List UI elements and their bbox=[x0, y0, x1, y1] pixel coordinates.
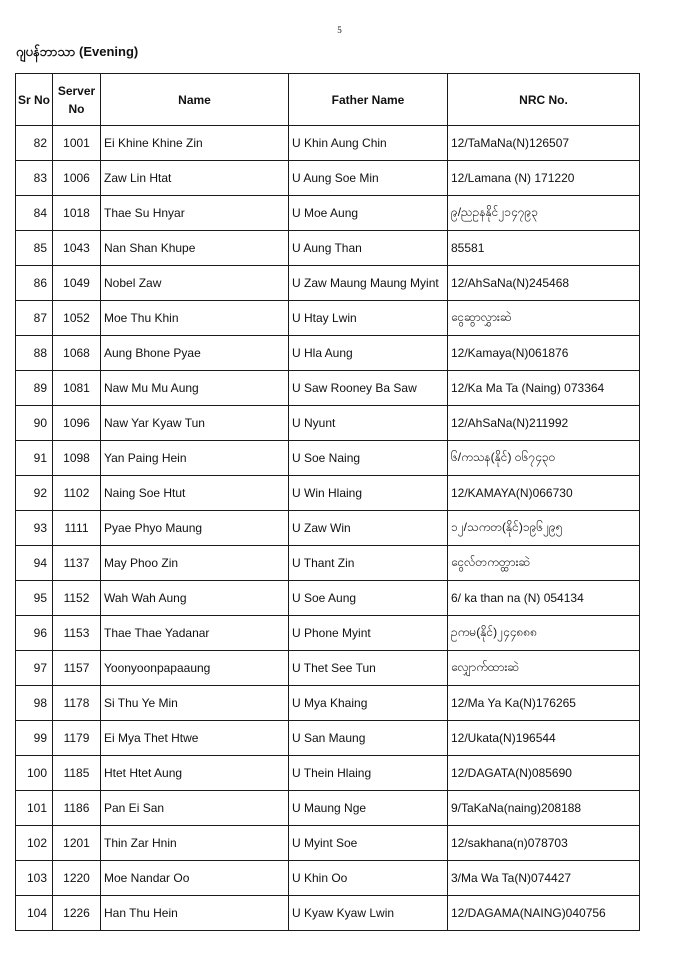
cell-nrc-no: 12/TaMaNa(N)126507 bbox=[448, 126, 640, 161]
cell-server-no: 1102 bbox=[53, 476, 101, 511]
cell-name: Naw Mu Mu Aung bbox=[101, 371, 289, 406]
cell-name: Nan Shan Khupe bbox=[101, 231, 289, 266]
cell-server-no: 1226 bbox=[53, 896, 101, 931]
cell-server-no: 1153 bbox=[53, 616, 101, 651]
table-row bbox=[16, 441, 640, 476]
cell-sr-no: 85 bbox=[16, 231, 53, 266]
cell-nrc-no: ငွေလ်တကတ္ထားဆဲ bbox=[448, 546, 640, 581]
header-name: Name bbox=[101, 74, 289, 126]
cell-sr-no: 86 bbox=[16, 266, 53, 301]
cell-sr-no: 93 bbox=[16, 511, 53, 546]
cell-father-name: U Moe Aung bbox=[289, 196, 448, 231]
cell-nrc-no: 12/Kamaya(N)061876 bbox=[448, 336, 640, 371]
cell-father-name: U Saw Rooney Ba Saw bbox=[289, 371, 448, 406]
cell-name: Ei Mya Thet Htwe bbox=[101, 721, 289, 756]
cell-father-name: U Aung Soe Min bbox=[289, 161, 448, 196]
table-row bbox=[16, 266, 640, 301]
cell-father-name: U Htay Lwin bbox=[289, 301, 448, 336]
cell-nrc-no: ၁၂/သကတ(နိုင်)၁၉၆၂၉၅ bbox=[448, 511, 640, 546]
cell-server-no: 1018 bbox=[53, 196, 101, 231]
cell-sr-no: 87 bbox=[16, 301, 53, 336]
cell-father-name: U Thant Zin bbox=[289, 546, 448, 581]
cell-father-name: U Mya Khaing bbox=[289, 686, 448, 721]
cell-father-name: U Thet See Tun bbox=[289, 651, 448, 686]
cell-nrc-no: 3/Ma Wa Ta(N)074427 bbox=[448, 861, 640, 896]
cell-server-no: 1052 bbox=[53, 301, 101, 336]
table-row bbox=[16, 336, 640, 371]
cell-father-name: U Thein Hlaing bbox=[289, 756, 448, 791]
cell-name: Naing Soe Htut bbox=[101, 476, 289, 511]
cell-name: Yan Paing Hein bbox=[101, 441, 289, 476]
cell-nrc-no: 12/AhSaNa(N)211992 bbox=[448, 406, 640, 441]
cell-server-no: 1098 bbox=[53, 441, 101, 476]
cell-server-no: 1096 bbox=[53, 406, 101, 441]
table-row bbox=[16, 126, 640, 161]
cell-name: Zaw Lin Htat bbox=[101, 161, 289, 196]
table-body bbox=[16, 126, 640, 931]
cell-father-name: U Nyunt bbox=[289, 406, 448, 441]
table-row bbox=[16, 301, 640, 336]
cell-server-no: 1001 bbox=[53, 126, 101, 161]
cell-nrc-no: ၉/ညဥနနိုင်၂၁၄၇၉၃ bbox=[448, 196, 640, 231]
header-nrc-no: NRC No. bbox=[448, 74, 640, 126]
cell-name: Thae Su Hnyar bbox=[101, 196, 289, 231]
cell-father-name: U Soe Aung bbox=[289, 581, 448, 616]
cell-name: Pyae Phyo Maung bbox=[101, 511, 289, 546]
cell-server-no: 1186 bbox=[53, 791, 101, 826]
cell-sr-no: 83 bbox=[16, 161, 53, 196]
cell-name: Si Thu Ye Min bbox=[101, 686, 289, 721]
page-number: 5 bbox=[337, 25, 342, 35]
cell-nrc-no: 12/AhSaNa(N)245468 bbox=[448, 266, 640, 301]
cell-server-no: 1068 bbox=[53, 336, 101, 371]
cell-nrc-no: 9/TaKaNa(naing)208188 bbox=[448, 791, 640, 826]
cell-nrc-no: 85581 bbox=[448, 231, 640, 266]
cell-server-no: 1049 bbox=[53, 266, 101, 301]
cell-father-name: U Khin Aung Chin bbox=[289, 126, 448, 161]
cell-name: Yoonyoonpapaaung bbox=[101, 651, 289, 686]
cell-sr-no: 88 bbox=[16, 336, 53, 371]
table-row bbox=[16, 686, 640, 721]
cell-name: Aung Bhone Pyae bbox=[101, 336, 289, 371]
cell-server-no: 1185 bbox=[53, 756, 101, 791]
cell-father-name: U Win Hlaing bbox=[289, 476, 448, 511]
cell-server-no: 1179 bbox=[53, 721, 101, 756]
cell-name: Thae Thae Yadanar bbox=[101, 616, 289, 651]
cell-nrc-no: လျှောက်ထားဆဲ bbox=[448, 651, 640, 686]
header-father-name: Father Name bbox=[289, 74, 448, 126]
cell-name: Naw Yar Kyaw Tun bbox=[101, 406, 289, 441]
cell-sr-no: 94 bbox=[16, 546, 53, 581]
table-row bbox=[16, 616, 640, 651]
cell-server-no: 1043 bbox=[53, 231, 101, 266]
table-row bbox=[16, 651, 640, 686]
cell-server-no: 1006 bbox=[53, 161, 101, 196]
student-roster-table bbox=[15, 73, 640, 931]
cell-father-name: U Khin Oo bbox=[289, 861, 448, 896]
cell-server-no: 1152 bbox=[53, 581, 101, 616]
table-row bbox=[16, 371, 640, 406]
cell-sr-no: 101 bbox=[16, 791, 53, 826]
cell-server-no: 1111 bbox=[53, 511, 101, 546]
cell-nrc-no: 6/ ka than na (N) 054134 bbox=[448, 581, 640, 616]
cell-nrc-no: 12/sakhana(n)078703 bbox=[448, 826, 640, 861]
cell-sr-no: 96 bbox=[16, 616, 53, 651]
cell-father-name: U Soe Naing bbox=[289, 441, 448, 476]
cell-sr-no: 91 bbox=[16, 441, 53, 476]
cell-server-no: 1157 bbox=[53, 651, 101, 686]
cell-nrc-no: 12/Ukata(N)196544 bbox=[448, 721, 640, 756]
cell-father-name: U Maung Nge bbox=[289, 791, 448, 826]
table-row bbox=[16, 406, 640, 441]
cell-father-name: U Aung Than bbox=[289, 231, 448, 266]
table-row bbox=[16, 721, 640, 756]
cell-nrc-no: 12/Ka Ma Ta (Naing) 073364 bbox=[448, 371, 640, 406]
header-sr-no: Sr No bbox=[16, 74, 53, 126]
cell-sr-no: 95 bbox=[16, 581, 53, 616]
table-row bbox=[16, 476, 640, 511]
cell-server-no: 1137 bbox=[53, 546, 101, 581]
table-row bbox=[16, 511, 640, 546]
header-server-no: Server No bbox=[53, 74, 101, 126]
table-row bbox=[16, 161, 640, 196]
document-title: ဂျပန်ဘာသာ (Evening) bbox=[16, 44, 139, 59]
cell-name: Wah Wah Aung bbox=[101, 581, 289, 616]
cell-father-name: U Zaw Win bbox=[289, 511, 448, 546]
cell-nrc-no: ငွေဆွာလွှားဆဲ bbox=[448, 301, 640, 336]
cell-father-name: U Phone Myint bbox=[289, 616, 448, 651]
cell-sr-no: 90 bbox=[16, 406, 53, 441]
cell-name: Moe Thu Khin bbox=[101, 301, 289, 336]
table-row bbox=[16, 546, 640, 581]
cell-name: May Phoo Zin bbox=[101, 546, 289, 581]
table-row bbox=[16, 581, 640, 616]
cell-name: Moe Nandar Oo bbox=[101, 861, 289, 896]
cell-father-name: U Myint Soe bbox=[289, 826, 448, 861]
cell-sr-no: 99 bbox=[16, 721, 53, 756]
cell-sr-no: 103 bbox=[16, 861, 53, 896]
table-row bbox=[16, 826, 640, 861]
cell-name: Thin Zar Hnin bbox=[101, 826, 289, 861]
cell-sr-no: 100 bbox=[16, 756, 53, 791]
cell-nrc-no: 12/Ma Ya Ka(N)176265 bbox=[448, 686, 640, 721]
cell-nrc-no: 12/Lamana (N) 171220 bbox=[448, 161, 640, 196]
cell-name: Pan Ei San bbox=[101, 791, 289, 826]
cell-sr-no: 82 bbox=[16, 126, 53, 161]
table-row bbox=[16, 861, 640, 896]
cell-server-no: 1081 bbox=[53, 371, 101, 406]
cell-server-no: 1178 bbox=[53, 686, 101, 721]
cell-name: Ei Khine Khine Zin bbox=[101, 126, 289, 161]
cell-father-name: U Kyaw Kyaw Lwin bbox=[289, 896, 448, 931]
table-row bbox=[16, 756, 640, 791]
table-row bbox=[16, 896, 640, 931]
cell-name: Han Thu Hein bbox=[101, 896, 289, 931]
cell-nrc-no: 12/KAMAYA(N)066730 bbox=[448, 476, 640, 511]
table-row bbox=[16, 231, 640, 266]
cell-sr-no: 102 bbox=[16, 826, 53, 861]
table-row bbox=[16, 791, 640, 826]
cell-sr-no: 89 bbox=[16, 371, 53, 406]
cell-sr-no: 104 bbox=[16, 896, 53, 931]
table-row bbox=[16, 196, 640, 231]
cell-father-name: U Hla Aung bbox=[289, 336, 448, 371]
cell-name: Htet Htet Aung bbox=[101, 756, 289, 791]
cell-sr-no: 92 bbox=[16, 476, 53, 511]
cell-nrc-no: ဥကမ(နိုင်)၂၄၄၈၈၈ bbox=[448, 616, 640, 651]
cell-server-no: 1201 bbox=[53, 826, 101, 861]
cell-nrc-no: 12/DAGATA(N)085690 bbox=[448, 756, 640, 791]
cell-father-name: U San Maung bbox=[289, 721, 448, 756]
cell-name: Nobel Zaw bbox=[101, 266, 289, 301]
cell-father-name: U Zaw Maung Maung Myint bbox=[289, 266, 448, 301]
cell-sr-no: 84 bbox=[16, 196, 53, 231]
cell-nrc-no: ၆/ကသန(နိုင်) ၀၆၇၄၃၀ bbox=[448, 441, 640, 476]
cell-sr-no: 98 bbox=[16, 686, 53, 721]
cell-sr-no: 97 bbox=[16, 651, 53, 686]
cell-server-no: 1220 bbox=[53, 861, 101, 896]
table-header-row bbox=[16, 74, 640, 126]
cell-nrc-no: 12/DAGAMA(NAING)040756 bbox=[448, 896, 640, 931]
